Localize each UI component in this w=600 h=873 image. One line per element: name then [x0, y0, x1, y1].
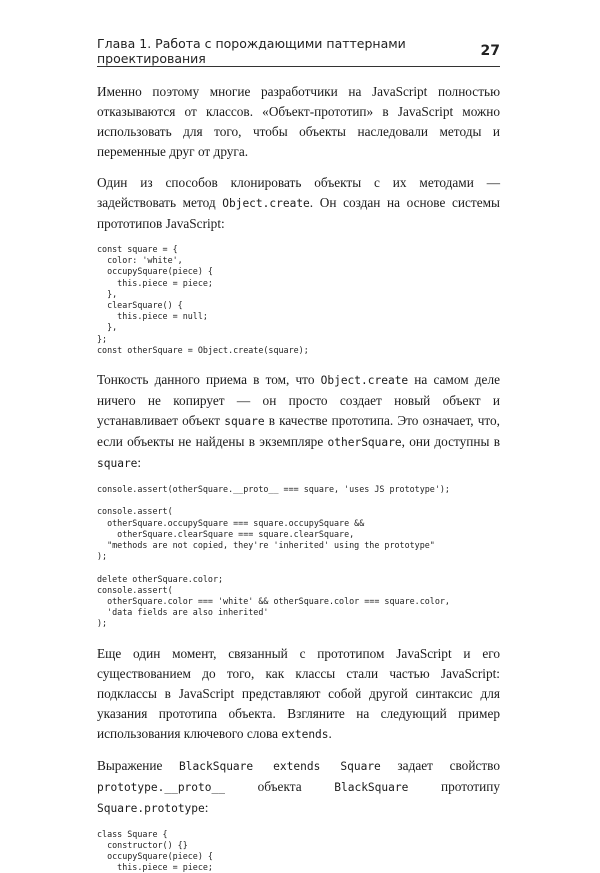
text-run: на самом деле ничего не копирует — он просто создает новый объект и устанавливает объект [97, 372, 500, 429]
page-body [97, 82, 500, 873]
inline-code: otherSquare [327, 436, 402, 450]
text-run: Выражение [97, 757, 180, 773]
text-run: в качестве прототипа. Это означает, что, если объекты не найдены в экземпляре [97, 413, 500, 450]
inline-code: Square.prototype [97, 801, 205, 815]
inline-code: prototype.__proto__ [97, 780, 225, 794]
inline-code: BlackSquare extends Square [179, 759, 381, 773]
text-run: прототипу [408, 778, 500, 794]
code-block-square: const square = { color: 'white', occupySquare(piece) { this.piece = piece; }, clearSquare() { this.piece = null; }, }; const otherSquare = Object.create(square); [97, 244, 309, 355]
inline-code: BlackSquare [334, 780, 409, 794]
inline-code: extends [281, 727, 329, 741]
chapter-title: Глава 1. Работа с порождающими паттернами проектирования [97, 36, 406, 66]
inline-code: square [97, 457, 138, 471]
text-run: . Он создан на основе системы прототипов JavaScript: [97, 195, 500, 231]
paragraph-object-create [97, 173, 500, 234]
paragraph-subclasses [97, 644, 500, 745]
paragraph-prototype-subtlety [97, 370, 500, 474]
code-block-asserts: console.assert(otherSquare.__proto__ === square, 'uses JS prototype'); console.assert( otherSquare.occupySquare === square.occupySquare && otherSquare.clearSquare === square.clearSquare, "methods are not copied, they're 'inherited' using the prototype" ); delete otherSquare.color; console.assert( otherSquare.color === 'white' && otherSquare.color === square.color, 'data fields are also inherited' ); [97, 484, 450, 629]
running-header [97, 36, 500, 66]
paragraph-intro [97, 82, 500, 162]
text-run: , они доступны в [401, 434, 500, 450]
text-run: задает свойство [380, 757, 501, 773]
text-run: : [204, 799, 209, 815]
text-run: объекта [224, 778, 335, 794]
inline-code: Object.create [320, 374, 409, 388]
text-run: Один из способов клонировать объекты с их методами — задействовать метод [97, 175, 500, 210]
code-block-class-square: class Square { constructor() {} occupySquare(piece) { this.piece = piece; [97, 828, 213, 873]
paragraph-extends [97, 756, 500, 819]
inline-code: Object.create [222, 197, 310, 210]
text-run: : [137, 455, 142, 471]
inline-code: square [224, 415, 265, 429]
text-run: Именно поэтому многие разработчики на JavaScript полностью отказываются от классов. «Объект-прототип» в JavaScript можно использовать для того, чтобы объекты наследовали методы и переменные друг от друга. [97, 84, 500, 159]
text-run: Тонкость данного приема в том, что [97, 372, 321, 388]
text-run: . [328, 725, 332, 741]
page-number: 27 [480, 43, 500, 59]
header-rule [97, 66, 500, 67]
text-run: Еще один момент, связанный с прототипом JavaScript и его существованием до того, как классы стали частью JavaScript: подклассы в JavaScript представляют собой другой синтаксис для указания прототипа объекта. Взгляните на следующий пример использования ключевого слова [97, 645, 500, 741]
